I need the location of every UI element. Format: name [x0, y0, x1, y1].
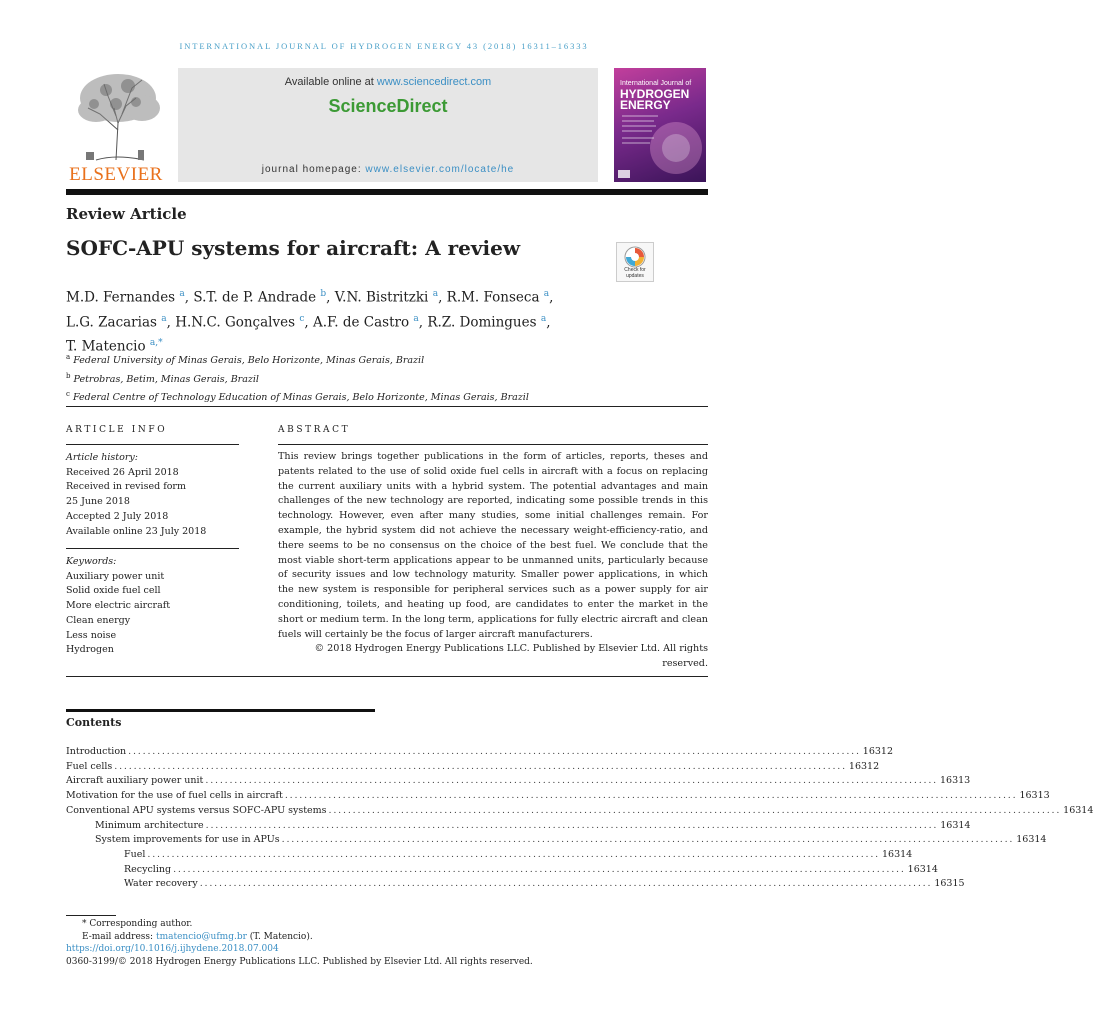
article-type: Review Article: [66, 205, 187, 223]
abstract-body: [278, 450, 708, 672]
author: M.D. Fernandes: [66, 289, 176, 306]
affiliation-marker[interactable]: a: [179, 289, 185, 299]
keywords: [66, 555, 239, 658]
cover-line3: ENERGY: [620, 98, 671, 112]
contents-rule: [66, 709, 375, 712]
article-info-heading: ARTICLE INFO: [66, 425, 168, 435]
history-item: Available online 23 July 2018: [66, 525, 207, 537]
email-link[interactable]: tmatencio@ufmg.br: [155, 931, 247, 942]
toc-item[interactable]: Recycling ........................................................................................................................................................ 16314: [124, 863, 938, 875]
keyword: Less noise: [66, 629, 117, 641]
email-line: E-mail address: tmatencio@ufmg.br (T. Matencio).: [82, 931, 313, 942]
divider: [66, 406, 708, 407]
abstract-heading: ABSTRACT: [278, 425, 351, 435]
sciencedirect-link[interactable]: www.sciencedirect.com: [376, 76, 492, 88]
keyword: More electric aircraft: [66, 600, 171, 612]
cover-line1: International Journal of: [620, 80, 692, 87]
author: A.F. de Castro: [312, 314, 410, 330]
author-line-2: L.G. Zacarias $^a$, H.N.C. Gonçalves $^c$, A.F. de Castro $^a$, R.Z. Domingues $^a$,: [66, 313, 551, 330]
history-label: Article history:: [66, 452, 138, 463]
keyword: Hydrogen: [66, 644, 114, 656]
history-item: Accepted 2 July 2018: [66, 510, 169, 522]
table-of-contents: [66, 745, 1093, 892]
history-item: Received in revised form: [66, 481, 186, 493]
author-line-1: M.D. Fernandes $^a$, S.T. de P. Andrade $^b$, V.N. Bistritzki $^a$, R.M. Fonseca $^a$,: [66, 289, 554, 306]
crossmark-button[interactable]: [616, 242, 654, 282]
affiliation: $^b$ Petrobras, Betim, Minas Gerais, Brazil: [66, 371, 259, 385]
toc-item[interactable]: Fuel cells ........................................................................................................................................................ 16312: [66, 760, 880, 772]
author: S.T. de P. Andrade: [193, 289, 317, 306]
toc-item[interactable]: Conventional APU systems versus SOFC-APU systems ........................................................................................................................................................ 16314: [66, 804, 1093, 816]
affiliation-marker[interactable]: a: [543, 289, 550, 299]
toc-item[interactable]: System improvements for use in APUs ........................................................................................................................................................ 16314: [95, 834, 1047, 846]
affiliation-marker[interactable]: a: [432, 289, 439, 299]
cover-line2: HYDROGEN: [620, 87, 690, 101]
corresponding-author: * Corresponding author.: [82, 919, 193, 929]
affiliation-marker[interactable]: a: [161, 313, 167, 324]
affiliation-marker[interactable]: a: [413, 313, 419, 324]
affiliation-marker[interactable]: c: [299, 313, 305, 324]
author: R.Z. Domingues: [427, 314, 537, 330]
author: R.M. Fonseca: [446, 289, 540, 306]
author: T. Matencio: [66, 338, 146, 355]
divider: [278, 444, 708, 445]
running-head: INTERNATIONAL JOURNAL OF HYDROGEN ENERGY 43 (2018) 16311–16333: [179, 41, 589, 51]
footnote-rule: [66, 915, 116, 916]
toc-item[interactable]: Fuel ........................................................................................................................................................ 16314: [124, 848, 913, 860]
affiliation: $^c$ Federal Centre of Technology Education of Minas Gerais, Belo Horizonte, Minas Gerais, Brazil: [66, 390, 529, 404]
toc-item[interactable]: Minimum architecture ........................................................................................................................................................ 16314: [95, 819, 971, 831]
divider: [66, 676, 708, 677]
author: L.G. Zacarias: [66, 314, 157, 330]
affiliation-marker[interactable]: a,*: [149, 338, 163, 348]
toc-item[interactable]: Water recovery ........................................................................................................................................................ 16315: [124, 878, 965, 890]
affiliation-marker[interactable]: a: [540, 313, 547, 324]
available-online: Available online at www.sciencedirect.com: [284, 76, 492, 88]
sciencedirect-box: [178, 68, 598, 182]
toc-item[interactable]: Aircraft auxiliary power unit ........................................................................................................................................................ 16313: [66, 775, 971, 787]
journal-homepage: journal homepage: www.elsevier.com/locate/he: [261, 164, 515, 175]
affiliation-marker[interactable]: b: [320, 289, 327, 299]
divider: [66, 444, 239, 445]
header-rule: [66, 189, 708, 195]
abstract-copyright: © 2018 Hydrogen Energy Publications LLC. Published by Elsevier Ltd. All rights reserved.: [314, 643, 708, 670]
journal-homepage-link[interactable]: www.elsevier.com/locate/he: [365, 164, 515, 175]
history-item: 25 June 2018: [66, 496, 130, 508]
crossmark-label: Check for updates: [624, 267, 646, 279]
page-title: SOFC-APU systems for aircraft: A review: [66, 236, 521, 260]
journal-banner: [66, 68, 708, 188]
keyword: Auxiliary power unit: [66, 570, 165, 582]
journal-cover-image: [614, 68, 706, 182]
doi-link[interactable]: https://doi.org/10.1016/j.ijhydene.2018.07.004: [66, 944, 279, 954]
author: H.N.C. Gonçalves: [175, 314, 296, 330]
toc-item[interactable]: Introduction ........................................................................................................................................................ 16312: [66, 746, 894, 757]
issn-line: 0360-3199/© 2018 Hydrogen Energy Publications LLC. Published by Elsevier Ltd. All rights reserved.: [66, 956, 533, 967]
keyword: Solid oxide fuel cell: [66, 585, 161, 597]
author: V.N. Bistritzki: [334, 289, 429, 306]
crossmark-icon: [624, 246, 646, 268]
contents-heading: Contents: [66, 716, 122, 729]
author-list: [66, 284, 626, 358]
toc-item[interactable]: Motivation for the use of fuel cells in aircraft ........................................................................................................................................................ 16313: [66, 790, 1050, 802]
abstract-text: This review brings together publications in the form of articles, reports, theses and patents related to the use of solid oxide fuel cells in aircraft with a focus on replacing the current auxiliary units with a hybrid system. The potential advantages and main challenges of the new technology are reported, indicating some possible trends in this technology. However, even after many studies, some initial challenges remain. For example, the hybrid system did not achieve the necessary weight-efficiency-ratio, and there seems to be no consensus on the choice of the best fuel. We conclude that the most viable short-term applications appear to be unmanned units, particularly because of security issues and low technology maturity. Smaller power applications, in which the new system is responsible for peripheral services such as a power supply for air conditioning, toilets, and heating up food, are candidates to enter the market in the short or medium term. In the long term, applications for fully electric aircraft and clean fuels will certainly be the focus of larger aircraft manufacturers.: [278, 451, 708, 640]
keyword: Clean energy: [66, 614, 131, 626]
affiliations: [66, 350, 529, 406]
divider: [66, 548, 239, 549]
article-history: [66, 451, 239, 539]
footnotes: [66, 918, 708, 968]
affiliation: $^a$ Federal University of Minas Gerais, Belo Horizonte, Minas Gerais, Brazil: [66, 353, 425, 367]
elsevier-wordmark: ELSEVIER: [69, 164, 163, 185]
sciencedirect-logo[interactable]: ScienceDirect: [328, 96, 448, 116]
history-item: Received 26 April 2018: [66, 466, 179, 478]
keywords-label: Keywords:: [66, 556, 117, 567]
